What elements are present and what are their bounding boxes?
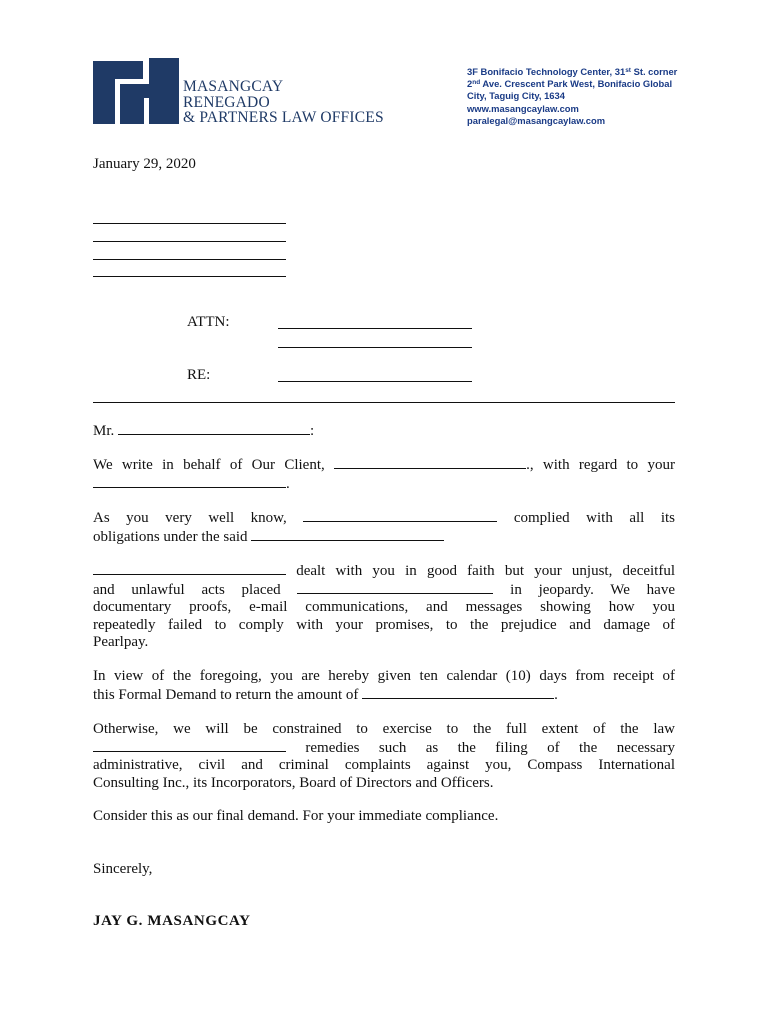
amount-blank bbox=[362, 686, 554, 699]
email-link[interactable]: paralegal@masangcaylaw.com bbox=[467, 114, 606, 126]
re-blank bbox=[278, 381, 472, 382]
paragraph-acts: dealt with you in good faith but your unjust, deceitful and unlawful acts placed in jeopardy. We have documentary proofs, e-mail communications, and messages showing how you repeatedly failed to comply with your promises, to the prejudice and damage of Pearlpay. bbox=[93, 563, 676, 651]
closing: Sincerely, bbox=[93, 861, 153, 877]
attn-blank-2 bbox=[278, 347, 472, 348]
salutation: Mr. : bbox=[93, 423, 315, 439]
salutation-blank bbox=[118, 422, 310, 435]
paragraph-obligations: As you very well know, complied with all its obligations under the said bbox=[93, 510, 676, 545]
address-line2: 2nd Ave. Crescent Park West, Bonifacio Global bbox=[467, 78, 673, 90]
firm-name bbox=[183, 79, 384, 126]
recipient-line-4 bbox=[93, 276, 286, 277]
letter-date: January 29, 2020 bbox=[93, 156, 196, 172]
website-link[interactable]: www.masangcaylaw.com bbox=[467, 102, 579, 114]
paragraph-remedies: Otherwise, we will be constrained to exercise to the full extent of the law remedies such as the filing of the necessary administrative, civil and criminal complaints against you, Compass International Consulting Inc., its Incorporators, Board of Directors and Officers. bbox=[93, 721, 676, 791]
firm-name-line2: RENEGADO bbox=[183, 93, 270, 111]
recipient-line-3 bbox=[93, 259, 286, 260]
paragraph-client: We write in behalf of Our Client, ., with regard to your . bbox=[93, 457, 675, 492]
recipient-line-2 bbox=[93, 241, 286, 242]
party-blank bbox=[303, 509, 497, 522]
dealt-blank bbox=[93, 562, 286, 575]
re-label: RE: bbox=[187, 367, 211, 383]
law-blank bbox=[93, 739, 286, 752]
final-demand: Consider this as our final demand. For your immediate compliance. bbox=[93, 808, 499, 824]
paragraph-demand: In view of the foregoing, you are hereby given ten calendar (10) days from receipt of this Formal Demand to return the amount of . bbox=[93, 668, 675, 703]
jeopardy-blank bbox=[297, 581, 493, 594]
attn-label: ATTN: bbox=[187, 314, 230, 330]
contract-blank bbox=[251, 528, 444, 541]
recipient-line-1 bbox=[93, 223, 286, 224]
client-blank bbox=[334, 456, 526, 469]
signatory-name: JAY G. MASANGCAY bbox=[93, 913, 251, 929]
firm-name-line3: & PARTNERS LAW OFFICES bbox=[183, 109, 384, 126]
address-line1: 3F Bonifacio Technology Center, 31st St. corner bbox=[467, 66, 678, 77]
separator-rule bbox=[93, 402, 675, 403]
firm-address-block bbox=[467, 66, 677, 127]
attn-blank-1 bbox=[278, 328, 472, 329]
firm-logo-mark bbox=[93, 58, 179, 124]
regard-blank bbox=[93, 475, 286, 488]
firm-name-line1: MASANGCAY bbox=[183, 78, 284, 95]
address-line3: City, Taguig City, 1634 bbox=[467, 90, 565, 102]
